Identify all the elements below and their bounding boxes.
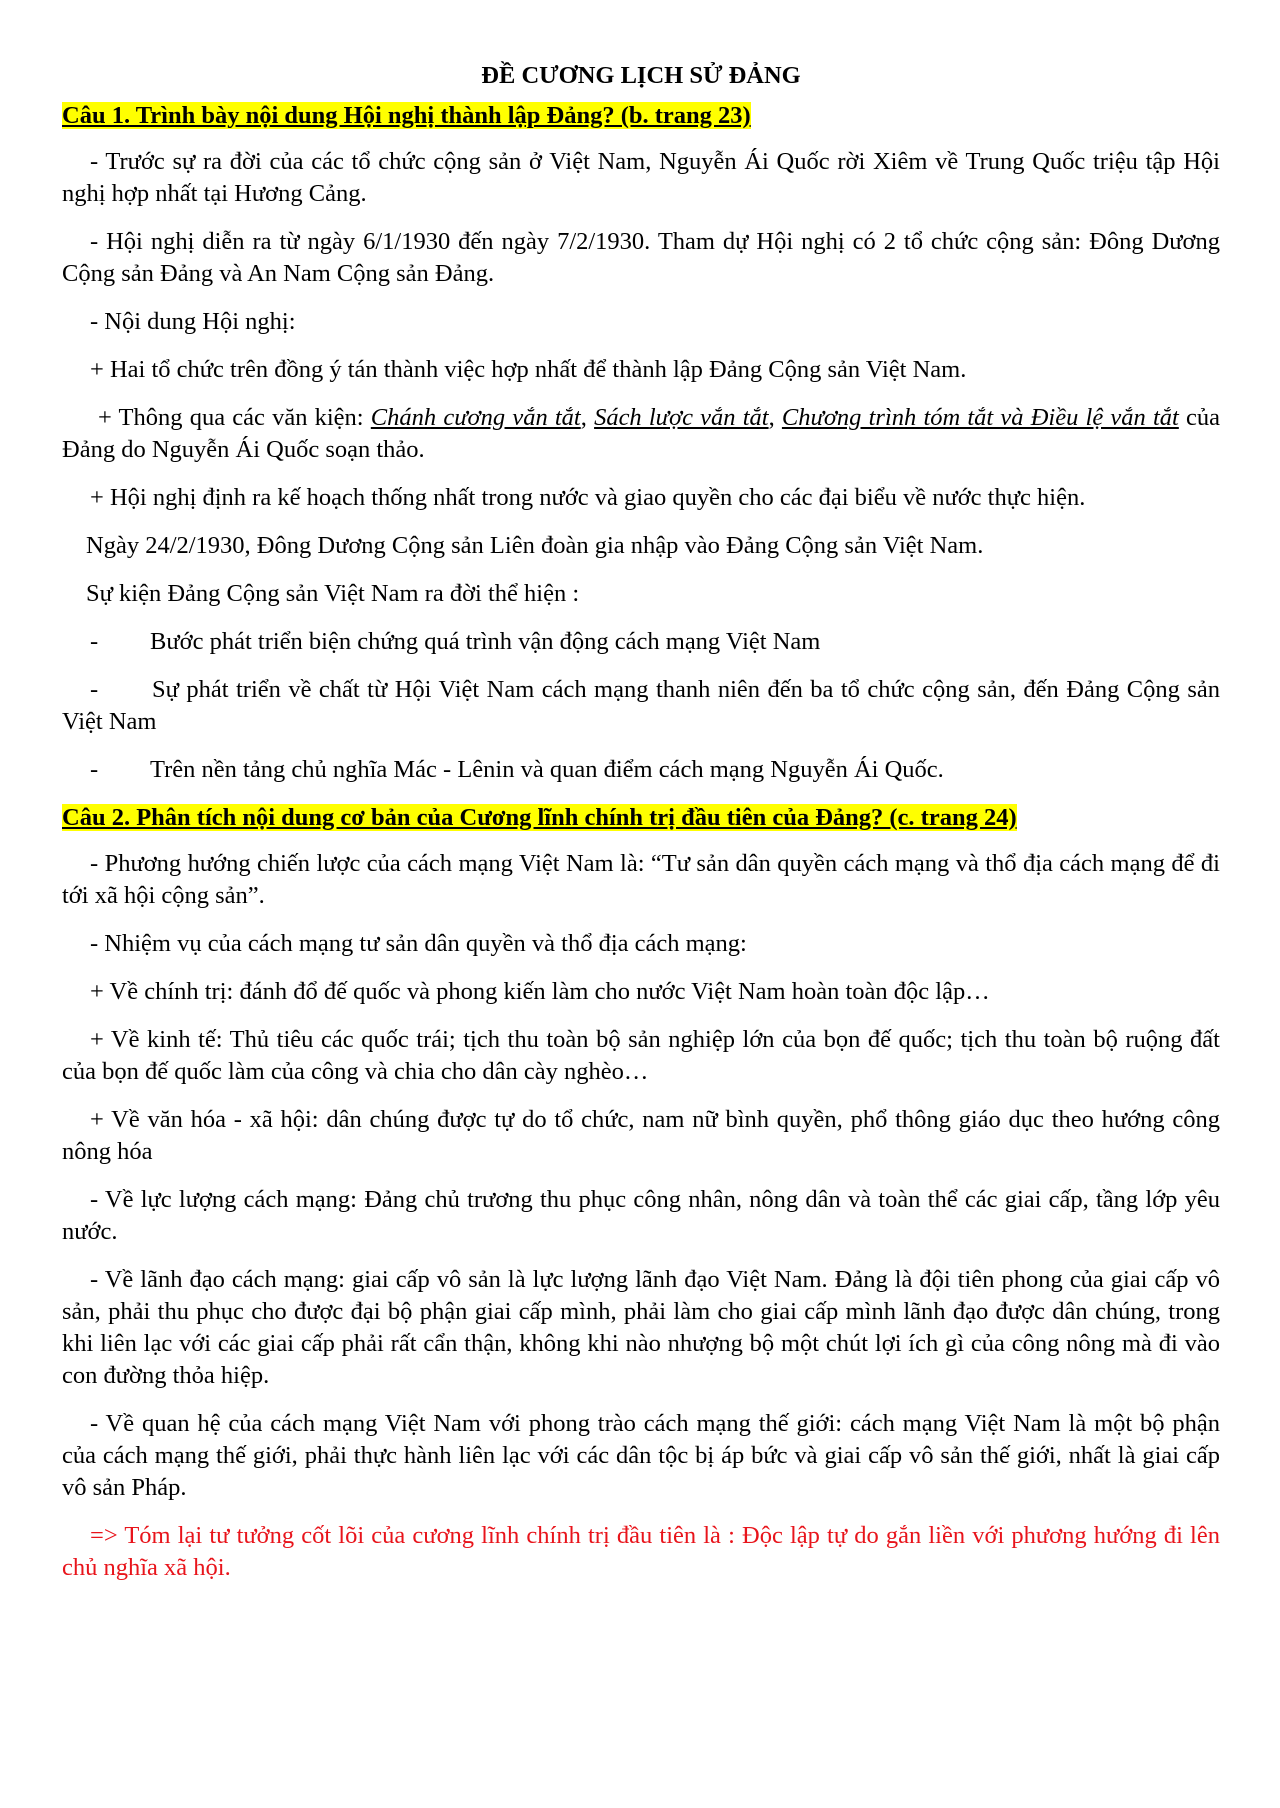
list-item [62,754,1220,786]
q1-p5-sep1: , [580,404,595,431]
q2-paragraph-8: - Về quan hệ của cách mạng Việt Nam với phong trào cách mạng thế giới: cách mạng Việt Nam là một bộ phận của cách mạng thế giới, phải thực hành liên lạc với các dân tộc bị áp bức và giai cấp vô sản thế giới, nhất là giai cấp vô sản Pháp. [62,1410,1220,1501]
q1-paragraph-2: - Hội nghị diễn ra từ ngày 6/1/1930 đến ngày 7/2/1930. Tham dự Hội nghị có 2 tổ chức cộng sản: Đông Dương Cộng sản Đảng và An Nam Cộng sản Đảng. [62,228,1220,287]
q2-paragraph-4: + Về kinh tế: Thủ tiêu các quốc trái; tịch thu toàn bộ sản nghiệp lớn của bọn đế quốc; tịch thu toàn bộ ruộng đất của bọn đế quốc làm của công và chia cho dân cày nghèo… [62,1026,1220,1085]
q2-conclusion: => Tóm lại tư tưởng cốt lõi của cương lĩnh chính trị đầu tiên là : Độc lập tự do gắn liền với phương hướng đi lên chủ nghĩa xã hội. [62,1522,1220,1581]
list-item-text: Bước phát triển biện chứng quá trình vận động cách mạng Việt Nam [150,628,821,655]
question-2-heading-text: Câu 2. Phân tích nội dung cơ bản của Cương lĩnh chính trị đầu tiên của Đảng? (c. trang 24) [62,804,1017,831]
list-item-text: Trên nền tảng chủ nghĩa Mác - Lênin và quan điểm cách mạng Nguyễn Ái Quốc. [150,756,944,783]
list-marker: - [90,676,99,703]
q1-paragraph-3: - Nội dung Hội nghị: [90,308,296,335]
doc-sach-luoc: Sách lược vắn tắt [594,404,769,431]
q1-paragraph-4: + Hai tổ chức trên đồng ý tán thành việc hợp nhất để thành lập Đảng Cộng sản Việt Nam. [90,356,967,383]
q1-paragraph-5 [62,402,1220,466]
q1-paragraph-1: - Trước sự ra đời của các tổ chức cộng sản ở Việt Nam, Nguyễn Ái Quốc rời Xiêm về Trung Quốc triệu tập Hội nghị hợp nhất tại Hương Cảng. [62,148,1220,207]
list-item [62,674,1220,738]
q2-paragraph-3: + Về chính trị: đánh đổ đế quốc và phong kiến làm cho nước Việt Nam hoàn toàn độc lập… [90,978,990,1005]
list-item-text: Sự phát triển về chất từ Hội Việt Nam cách mạng thanh niên đến ba tổ chức cộng sản, đến Đảng Cộng sản Việt Nam [62,676,1220,735]
q2-paragraph-5: + Về văn hóa - xã hội: dân chúng được tự do tổ chức, nam nữ bình quyền, phổ thông giáo dục theo hướng công nông hóa [62,1106,1220,1165]
list-item [62,626,1220,658]
q1-paragraph-6: + Hội nghị định ra kế hoạch thống nhất trong nước và giao quyền cho các đại biểu về nước thực hiện. [90,484,1086,511]
q1-paragraph-8: Sự kiện Đảng Cộng sản Việt Nam ra đời thể hiện : [86,580,580,607]
q1-paragraph-7: Ngày 24/2/1930, Đông Dương Cộng sản Liên đoàn gia nhập vào Đảng Cộng sản Việt Nam. [86,532,984,559]
document-page [62,60,1220,1600]
q2-paragraph-6: - Về lực lượng cách mạng: Đảng chủ trương thu phục công nhân, nông dân và toàn thể các giai cấp, tầng lớp yêu nước. [62,1186,1220,1245]
q1-p5-sep2: , [768,404,782,431]
q2-paragraph-1: - Phương hướng chiến lược của cách mạng Việt Nam là: “Tư sản dân quyền cách mạng và thổ địa cách mạng để đi tới xã hội cộng sản”. [62,850,1220,909]
q1-p5-prefix: + Thông qua các văn kiện: [98,404,371,431]
q2-paragraph-7: - Về lãnh đạo cách mạng: giai cấp vô sản là lực lượng lãnh đạo Việt Nam. Đảng là đội tiên phong của giai cấp vô sản, phải thu phục cho được đại bộ phận giai cấp mình, phải làm cho giai cấp mình lãnh đạo được dân chúng, trong khi liên lạc với các giai cấp phải rất cẩn thận, không khi nào nhượng bộ một chút lợi ích gì của công nông mà đi vào con đường thỏa hiệp. [62,1266,1220,1389]
q2-paragraph-2: - Nhiệm vụ của cách mạng tư sản dân quyền và thổ địa cách mạng: [90,930,747,957]
q1-p5-suffix: của Đảng do Nguyễn Ái Quốc soạn thảo. [62,404,1221,463]
list-marker: - [90,628,99,655]
question-1-heading-text: Câu 1. Trình bày nội dung Hội nghị thành lập Đảng? (b. trang 23) [62,102,751,129]
list-marker: - [90,756,99,783]
question-2-heading [62,802,1220,834]
question-1-heading [62,100,1220,132]
doc-chanh-cuong: Chánh cương vắn tắt [370,404,581,431]
document-title: ĐỀ CƯƠNG LỊCH SỬ ĐẢNG [481,62,801,89]
doc-chuong-trinh-dieu-le: Chương trình tóm tắt và Điều lệ vắn tắt [781,404,1179,431]
